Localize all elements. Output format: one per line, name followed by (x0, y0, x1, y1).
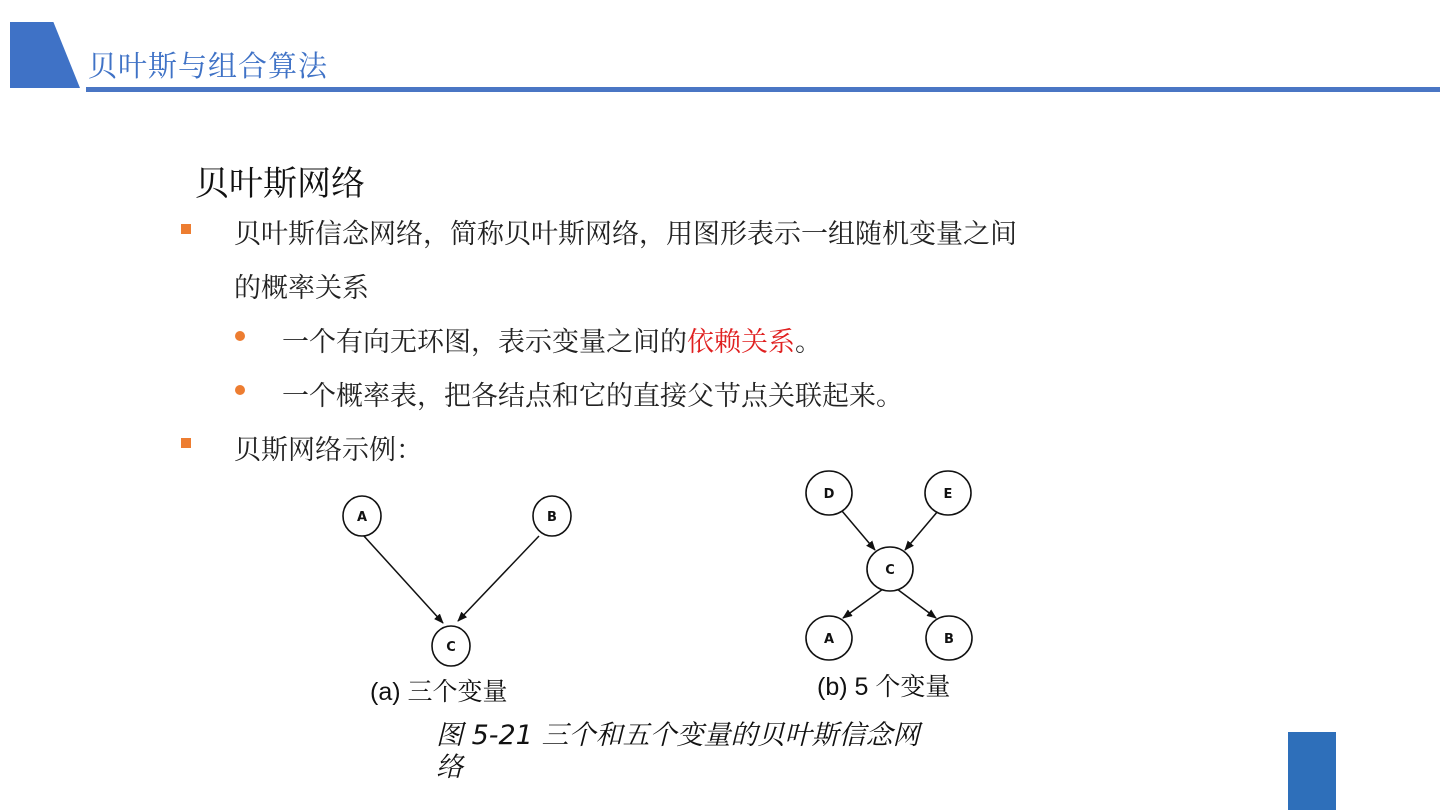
node-d-label: D (823, 487, 835, 502)
figure-caption: 图 5-21 三个和五个变量的贝叶斯信念网络 (436, 720, 920, 783)
node-a-label: A (823, 632, 835, 647)
node-b (926, 616, 972, 660)
edge-a-to-c (363, 535, 443, 623)
corner-decoration (1288, 732, 1336, 810)
node-a (343, 496, 381, 536)
diagram-five-variables (795, 465, 985, 665)
diagram-three-variables (330, 480, 590, 670)
section-title: 贝叶斯网络 (195, 164, 365, 204)
edge-c-to-b (897, 589, 936, 618)
page-title: 贝叶斯与组合算法 (88, 49, 329, 83)
edge-e-to-c (905, 511, 938, 550)
node-c (867, 547, 913, 591)
node-b (533, 496, 571, 536)
node-c (432, 626, 470, 666)
node-d (806, 471, 852, 515)
bullet-square-icon (181, 438, 191, 448)
node-b-label: B (547, 510, 557, 525)
edge-b-to-c (458, 536, 539, 621)
sub-bullet-dependency (282, 320, 822, 359)
edge-c-to-a (843, 589, 883, 618)
sub-bullet-end: 。 (795, 327, 822, 358)
diagram-a-caption: (a) 三个变量 (370, 678, 508, 706)
bullet-dot-icon (235, 331, 245, 341)
node-c-label: C (446, 640, 456, 655)
edge-d-to-c (842, 511, 875, 550)
node-a-label: A (356, 510, 368, 525)
diagram-b-caption: (b) 5 个变量 (817, 673, 951, 701)
bullet-text-line2: 的概率关系 (234, 273, 369, 304)
node-e-label: E (943, 487, 953, 502)
node-a (806, 616, 852, 660)
bullet-dot-icon (235, 385, 245, 395)
bullet-text-example: 贝斯网络示例： (234, 435, 423, 466)
node-c-label: C (885, 563, 895, 578)
node-b-label: B (944, 632, 954, 647)
header-divider (86, 87, 1440, 92)
highlight-text: 依赖关系 (687, 327, 795, 358)
bullet-text-line1: 贝叶斯信念网络，简称贝叶斯网络，用图形表示一组随机变量之间 (234, 219, 1017, 250)
bullet-square-icon (181, 224, 191, 234)
sub-bullet-text: 一个有向无环图，表示变量之间的 (282, 327, 687, 358)
node-e (925, 471, 971, 515)
header-triangle-decoration (10, 22, 80, 88)
sub-bullet-probability-table: 一个概率表，把各结点和它的直接父节点关联起来。 (282, 381, 903, 412)
